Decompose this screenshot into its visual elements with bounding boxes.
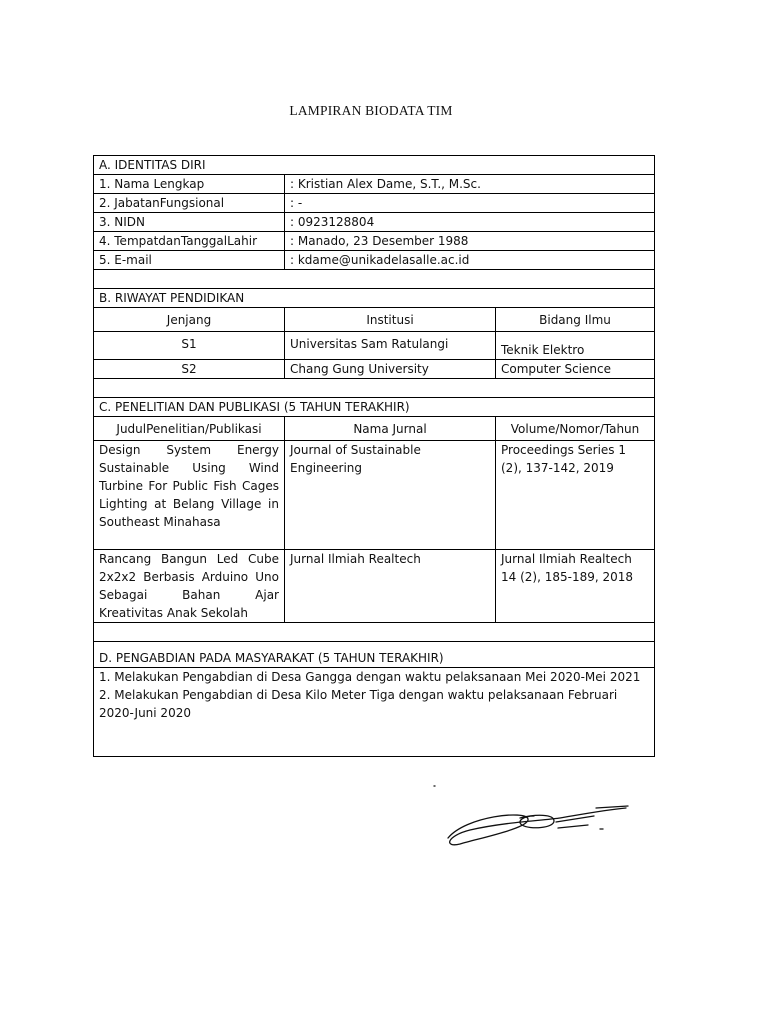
pendidikan-column-row (94, 308, 655, 332)
penelitian-header: C. PENELITIAN DAN PUBLIKASI (5 TAHUN TERAKHIR) (94, 398, 655, 417)
identitas-row-ttl (94, 232, 655, 251)
spacer-cell (94, 379, 655, 398)
penelitian-column-row (94, 417, 655, 441)
email-value: : kdame@unikadelasalle.ac.id (285, 251, 655, 270)
pendidikan-row (94, 332, 655, 360)
spacer-row (94, 623, 655, 642)
spacer-cell (94, 270, 655, 289)
nama-value: : Kristian Alex Dame, S.T., M.Sc. (285, 175, 655, 194)
volume-cell: Proceedings Series 1 (2), 137-142, 2019 (496, 441, 655, 550)
spacer-cell (94, 623, 655, 642)
ttl-value: : Manado, 23 Desember 1988 (285, 232, 655, 251)
identitas-row-nama (94, 175, 655, 194)
institusi-cell: Universitas Sam Ratulangi (285, 332, 496, 360)
col-bidang: Bidang Ilmu (496, 308, 655, 332)
pengabdian-item: 2. Melakukan Pengabdian di Desa Kilo Meter Tiga dengan waktu pelaksanaan Februari 2020-Juni 2020 (99, 688, 618, 720)
jabatan-value: : - (285, 194, 655, 213)
jenjang-cell: S2 (94, 360, 285, 379)
pendidikan-header: B. RIWAYAT PENDIDIKAN (94, 289, 655, 308)
penelitian-header-row (94, 398, 655, 417)
pengabdian-header-row (94, 642, 655, 668)
nidn-value: : 0923128804 (285, 213, 655, 232)
jurnal-cell: Journal of Sustainable Engineering (285, 441, 496, 550)
judul-cell: Rancang Bangun Led Cube 2x2x2 Berbasis Arduino Uno Sebagai Bahan Ajar Kreativitas Anak Sekolah (94, 550, 285, 623)
biodata-table (93, 155, 655, 757)
col-judul: JudulPenelitian/Publikasi (94, 417, 285, 441)
pendidikan-row (94, 360, 655, 379)
bidang-cell: Teknik Elektro (496, 332, 655, 360)
identitas-row-email (94, 251, 655, 270)
pengabdian-header: D. PENGABDIAN PADA MASYARAKAT (5 TAHUN TERAKHIR) (94, 642, 655, 668)
document-title: LAMPIRAN BIODATA TIM (289, 103, 453, 118)
penelitian-row (94, 441, 655, 550)
penelitian-row (94, 550, 655, 623)
signature-icon (408, 778, 648, 870)
identitas-header: A. IDENTITAS DIRI (94, 156, 655, 175)
pengabdian-body (94, 668, 655, 757)
pengabdian-body-row (94, 668, 655, 757)
col-institusi: Institusi (285, 308, 496, 332)
identitas-row-nidn (94, 213, 655, 232)
col-volume: Volume/Nomor/Tahun (496, 417, 655, 441)
jenjang-cell: S1 (94, 332, 285, 360)
bidang-cell: Computer Science (496, 360, 655, 379)
email-label: 5. E-mail (94, 251, 285, 270)
jabatan-label: 2. JabatanFungsional (94, 194, 285, 213)
judul-cell: Design System Energy Sustainable Using Wind Turbine For Public Fish Cages Lighting at Belang Village in Southeast Minahasa (94, 441, 285, 550)
col-jenjang: Jenjang (94, 308, 285, 332)
identitas-row-jabatan (94, 194, 655, 213)
identitas-header-row (94, 156, 655, 175)
pendidikan-header-row (94, 289, 655, 308)
institusi-cell: Chang Gung University (285, 360, 496, 379)
nidn-label: 3. NIDN (94, 213, 285, 232)
nama-label: 1. Nama Lengkap (94, 175, 285, 194)
ttl-label: 4. TempatdanTanggalLahir (94, 232, 285, 251)
volume-cell: Jurnal Ilmiah Realtech 14 (2), 185-189, 2018 (496, 550, 655, 623)
spacer-row (94, 270, 655, 289)
col-jurnal: Nama Jurnal (285, 417, 496, 441)
jurnal-cell: Jurnal Ilmiah Realtech (285, 550, 496, 623)
pengabdian-item: 1. Melakukan Pengabdian di Desa Gangga dengan waktu pelaksanaan Mei 2020-Mei 2021 (99, 670, 641, 684)
spacer-row (94, 379, 655, 398)
